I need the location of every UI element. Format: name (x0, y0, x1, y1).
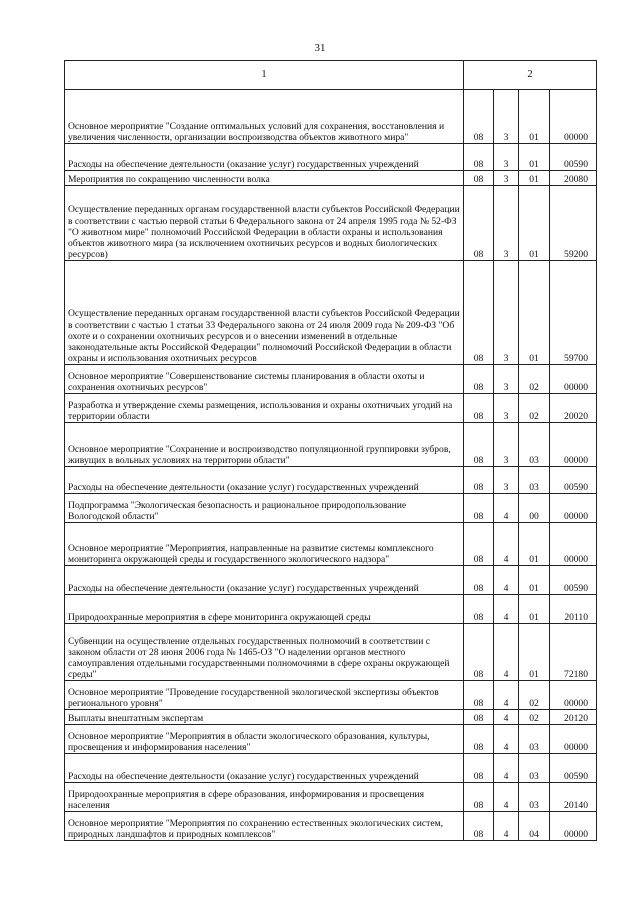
row-name: Расходы на обеспечение деятельности (оказание услуг) государственных учреждений (65, 467, 464, 494)
row-name: Мероприятия по сокращению численности волка (65, 171, 464, 186)
code-main-activity: 01 (519, 523, 550, 566)
header-col-code: 2 (464, 61, 597, 90)
code-section: 08 (464, 595, 494, 624)
code-direction: 59700 (550, 261, 597, 365)
code-section: 08 (464, 144, 494, 171)
code-direction: 00590 (550, 144, 597, 171)
code-section: 08 (464, 423, 494, 467)
code-section: 08 (464, 624, 494, 681)
code-direction: 00000 (550, 681, 597, 710)
code-direction: 20110 (550, 595, 597, 624)
code-section: 08 (464, 710, 494, 725)
row-name: Основное мероприятие "Сохранение и воспроизводство популяционной группировки зубров, живущих в вольных условиях на территории области" (65, 423, 464, 467)
row-name: Расходы на обеспечение деятельности (оказание услуг) государственных учреждений (65, 144, 464, 171)
code-direction: 20080 (550, 171, 597, 186)
code-direction: 20140 (550, 783, 597, 812)
code-section: 08 (464, 494, 494, 523)
code-section: 08 (464, 812, 494, 841)
code-direction: 00000 (550, 725, 597, 754)
code-subprogram: 4 (494, 710, 519, 725)
code-main-activity: 02 (519, 365, 550, 394)
row-name: Основное мероприятие "Создание оптимальных условий для сохранения, восстановления и увеличения численности, организации воспроизводства объектов животного мира" (65, 90, 464, 144)
row-name: Субвенции на осуществление отдельных государственных полномочий в соответствии с законом области от 28 июня 2006 года № 1465-ОЗ "О наделении органов местного самоуправления отдельными государственными полномочиями в сфере охраны окружающей среды" (65, 624, 464, 681)
table-row (65, 394, 597, 423)
table-row (65, 595, 597, 624)
row-name: Природоохранные мероприятия в сфере образования, информирования и просвещения населения (65, 783, 464, 812)
code-main-activity: 01 (519, 171, 550, 186)
row-name: Расходы на обеспечение деятельности (оказание услуг) государственных учреждений (65, 566, 464, 595)
code-main-activity: 02 (519, 710, 550, 725)
code-subprogram: 3 (494, 261, 519, 365)
row-name: Осуществление переданных органам государственной власти субъектов Российской Федерации в соответствии с частью первой статьи 6 Федерального закона от 24 апреля 1995 года № 52-ФЗ "О животном мире" полномочий Российской Федерации в области охраны и использования объектов животного мира (за исключением охотничьих ресурсов и водных биологических ресурсов) (65, 186, 464, 261)
code-main-activity: 01 (519, 261, 550, 365)
table-row (65, 783, 597, 812)
table-header-row (65, 61, 597, 90)
code-section: 08 (464, 394, 494, 423)
code-direction: 00000 (550, 494, 597, 523)
code-main-activity: 03 (519, 423, 550, 467)
code-direction: 20020 (550, 394, 597, 423)
code-main-activity: 01 (519, 90, 550, 144)
code-section: 08 (464, 261, 494, 365)
code-subprogram: 4 (494, 725, 519, 754)
row-name: Выплаты внештатным экспертам (65, 710, 464, 725)
code-section: 08 (464, 90, 494, 144)
row-name: Природоохранные мероприятия в сфере мониторинга окружающей среды (65, 595, 464, 624)
table-row (65, 494, 597, 523)
code-main-activity: 01 (519, 144, 550, 171)
header-col-name: 1 (65, 61, 464, 90)
code-main-activity: 03 (519, 725, 550, 754)
row-name: Основное мероприятие "Мероприятия в области экологического образования, культуры, просвещения и информирования населения" (65, 725, 464, 754)
code-direction: 00590 (550, 754, 597, 783)
code-subprogram: 4 (494, 681, 519, 710)
table-row (65, 423, 597, 467)
table-row (65, 566, 597, 595)
code-subprogram: 4 (494, 783, 519, 812)
budget-classification-table (64, 60, 597, 841)
row-name: Подпрограмма "Экологическая безопасность и рациональное природопользование Вологодской области" (65, 494, 464, 523)
code-main-activity: 00 (519, 494, 550, 523)
code-subprogram: 3 (494, 394, 519, 423)
code-direction: 00590 (550, 566, 597, 595)
table-row (65, 90, 597, 144)
code-subprogram: 3 (494, 365, 519, 394)
code-section: 08 (464, 523, 494, 566)
code-subprogram: 3 (494, 467, 519, 494)
table-row (65, 812, 597, 841)
code-main-activity: 01 (519, 624, 550, 681)
row-name: Основное мероприятие "Совершенствование системы планирования в области охоты и сохранения охотничьих ресурсов" (65, 365, 464, 394)
row-name: Осуществление переданных органам государственной власти субъектов Российской Федерации в соответствии с частью 1 статьи 33 Федерального закона от 24 июля 2009 года № 209-ФЗ "Об охоте и о сохранении охотничьих ресурсов и о внесении изменений в отдельные законодательные акты Российской Федерации" полномочий Российской Федерации в области охраны и использования охотничьих ресурсов (65, 261, 464, 365)
code-main-activity: 01 (519, 595, 550, 624)
table-row (65, 725, 597, 754)
code-direction: 00590 (550, 467, 597, 494)
code-subprogram: 3 (494, 171, 519, 186)
row-name: Основное мероприятие "Мероприятия по сохранению естественных экологических систем, природных ландшафтов и природных комплексов" (65, 812, 464, 841)
code-main-activity: 03 (519, 783, 550, 812)
code-subprogram: 4 (494, 624, 519, 681)
code-subprogram: 4 (494, 812, 519, 841)
table-row (65, 144, 597, 171)
table-row (65, 624, 597, 681)
code-subprogram: 4 (494, 566, 519, 595)
table-row (65, 681, 597, 710)
code-main-activity: 02 (519, 394, 550, 423)
code-direction: 72180 (550, 624, 597, 681)
table-row (65, 365, 597, 394)
code-section: 08 (464, 725, 494, 754)
code-direction: 59200 (550, 186, 597, 261)
code-main-activity: 01 (519, 566, 550, 595)
row-name: Расходы на обеспечение деятельности (оказание услуг) государственных учреждений (65, 754, 464, 783)
code-subprogram: 4 (494, 523, 519, 566)
code-subprogram: 3 (494, 144, 519, 171)
table-row (65, 171, 597, 186)
code-section: 08 (464, 467, 494, 494)
code-main-activity: 04 (519, 812, 550, 841)
code-direction: 00000 (550, 365, 597, 394)
code-section: 08 (464, 365, 494, 394)
code-direction: 00000 (550, 523, 597, 566)
row-name: Основное мероприятие "Мероприятия, направленные на развитие системы комплексного мониторинга окружающей среды и государственного экологического надзора" (65, 523, 464, 566)
code-section: 08 (464, 681, 494, 710)
table-row (65, 261, 597, 365)
code-subprogram: 4 (494, 595, 519, 624)
code-section: 08 (464, 754, 494, 783)
code-main-activity: 03 (519, 467, 550, 494)
row-name: Разработка и утверждение схемы размещения, использования и охраны охотничьих угодий на территории области (65, 394, 464, 423)
code-subprogram: 4 (494, 494, 519, 523)
code-direction: 00000 (550, 90, 597, 144)
code-section: 08 (464, 186, 494, 261)
code-direction: 00000 (550, 423, 597, 467)
table-row (65, 710, 597, 725)
code-direction: 20120 (550, 710, 597, 725)
code-subprogram: 4 (494, 754, 519, 783)
page-number: 31 (314, 42, 326, 54)
code-section: 08 (464, 171, 494, 186)
code-main-activity: 01 (519, 186, 550, 261)
code-section: 08 (464, 783, 494, 812)
row-name: Основное мероприятие "Проведение государственной экологической экспертизы объектов регионального уровня" (65, 681, 464, 710)
code-subprogram: 3 (494, 186, 519, 261)
table-row (65, 467, 597, 494)
code-main-activity: 02 (519, 681, 550, 710)
code-subprogram: 3 (494, 90, 519, 144)
table-row (65, 523, 597, 566)
table-row (65, 754, 597, 783)
code-direction: 00000 (550, 812, 597, 841)
table-row (65, 186, 597, 261)
code-section: 08 (464, 566, 494, 595)
code-subprogram: 3 (494, 423, 519, 467)
code-main-activity: 03 (519, 754, 550, 783)
